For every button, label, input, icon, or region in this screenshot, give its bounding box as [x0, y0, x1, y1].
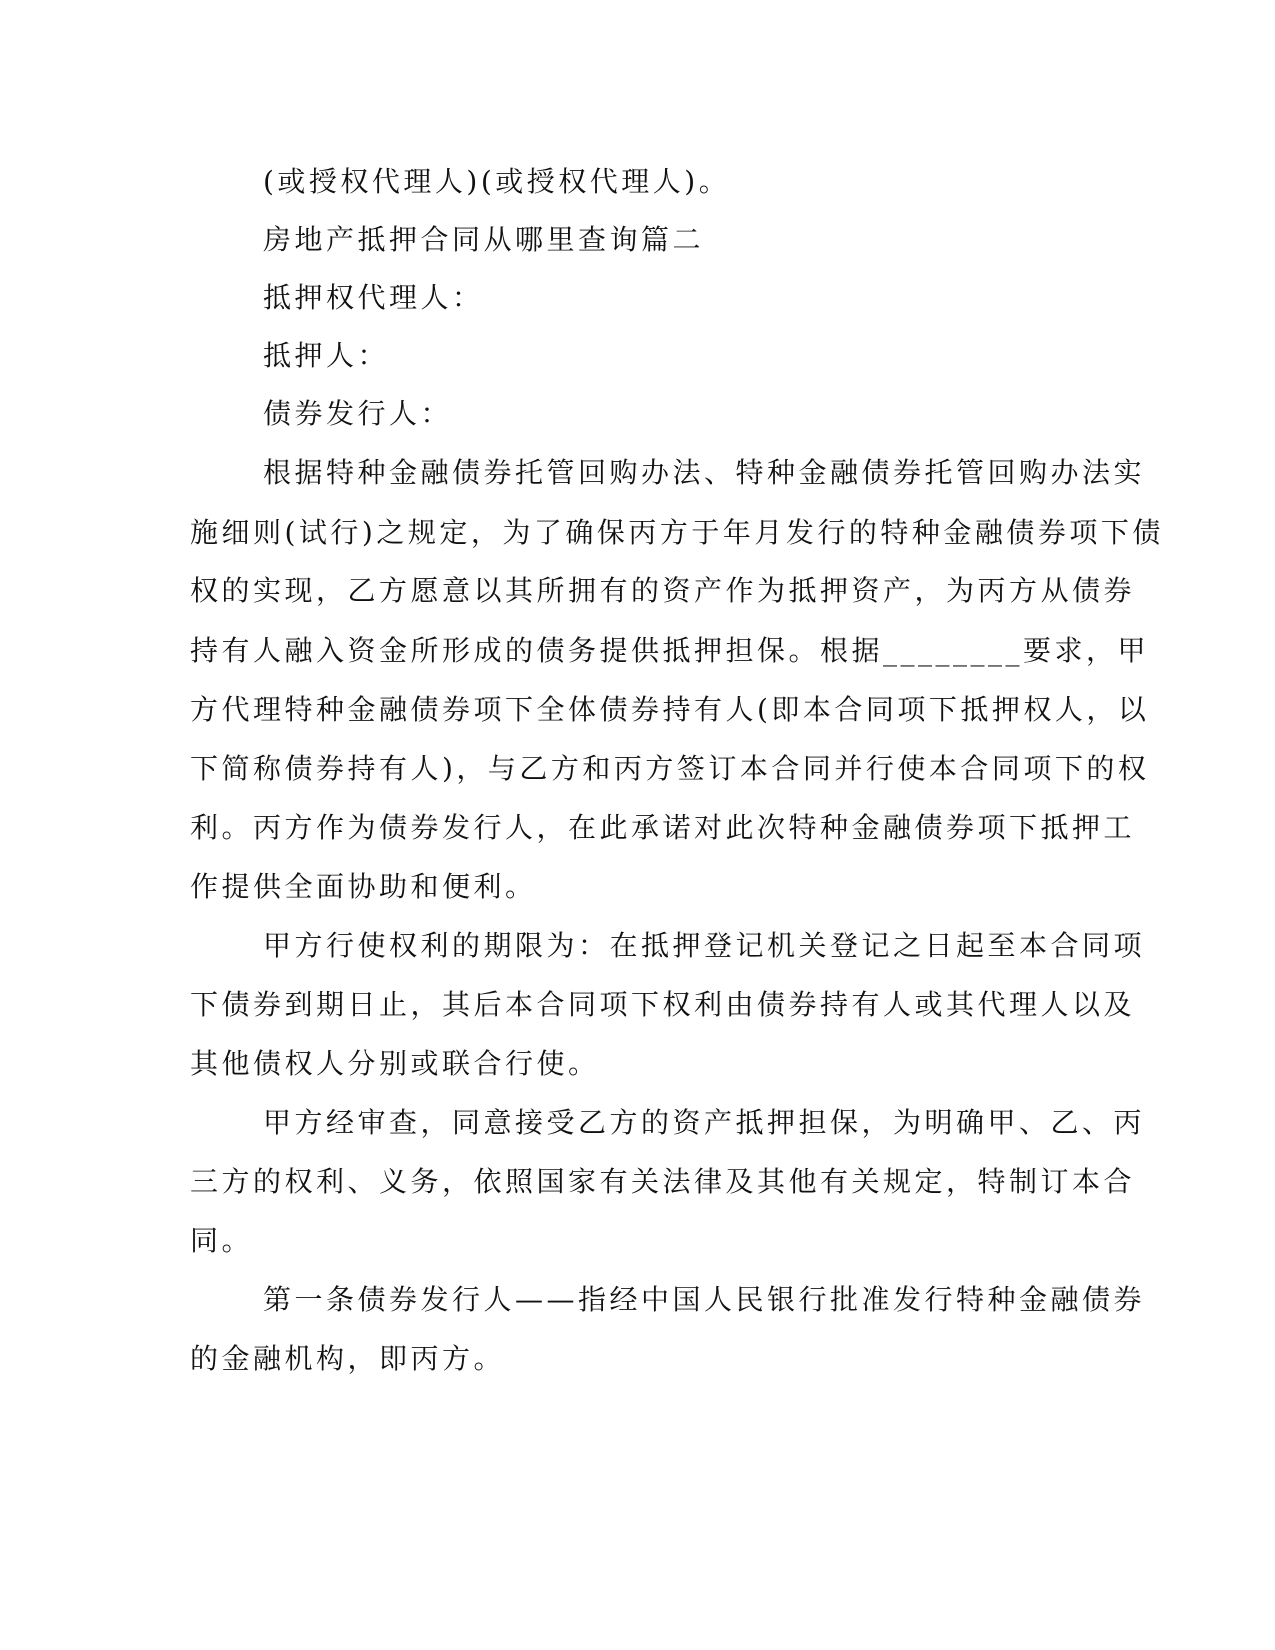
- paragraph-line: 第一条债券发行人——指经中国人民银行批准发行特种金融债券: [263, 1283, 1146, 1316]
- text-line: 抵押人：: [263, 339, 390, 372]
- paragraph-line: 的金融机构，即丙方。: [190, 1342, 506, 1375]
- paragraph-line: 其他债权人分别或联合行使。: [190, 1047, 600, 1080]
- paragraph-line: 同。: [190, 1224, 254, 1257]
- text-line: 抵押权代理人：: [263, 281, 484, 314]
- paragraph-line: 利。丙方作为债券发行人，在此承诺对此次特种金融债券项下抵押工: [190, 811, 1136, 844]
- paragraph-line: 根据特种金融债券托管回购办法、特种金融债券托管回购办法实: [263, 456, 1146, 489]
- paragraph-line: 作提供全面协助和便利。: [190, 870, 537, 903]
- text-line: (或授权代理人)(或授权代理人)。: [263, 165, 731, 198]
- paragraph-line: 三方的权利、义务，依照国家有关法律及其他有关规定，特制订本合: [190, 1165, 1136, 1198]
- paragraph-line: 甲方行使权利的期限为：在抵押登记机关登记之日起至本合同项: [263, 929, 1146, 962]
- paragraph-line: 权的实现，乙方愿意以其所拥有的资产作为抵押资产，为丙方从债券: [190, 574, 1136, 607]
- paragraph-line: 持有人融入资金所形成的债务提供抵押担保。根据________要求，甲: [190, 634, 1150, 667]
- paragraph-line: 方代理特种金融债券项下全体债券持有人(即本合同项下抵押权人，以: [190, 693, 1150, 726]
- text-line: 债券发行人：: [263, 397, 453, 430]
- paragraph-line: 施细则(试行)之规定，为了确保丙方于年月发行的特种金融债券项下债: [190, 516, 1164, 549]
- paragraph-line: 甲方经审查，同意接受乙方的资产抵押担保，为明确甲、乙、丙: [263, 1106, 1146, 1139]
- paragraph-line: 下简称债券持有人)，与乙方和丙方签订本合同并行使本合同项下的权: [190, 752, 1150, 785]
- paragraph-line: 下债券到期日止，其后本合同项下权利由债券持有人或其代理人以及: [190, 988, 1136, 1021]
- section-title: 房地产抵押合同从哪里查询篇二: [263, 223, 705, 256]
